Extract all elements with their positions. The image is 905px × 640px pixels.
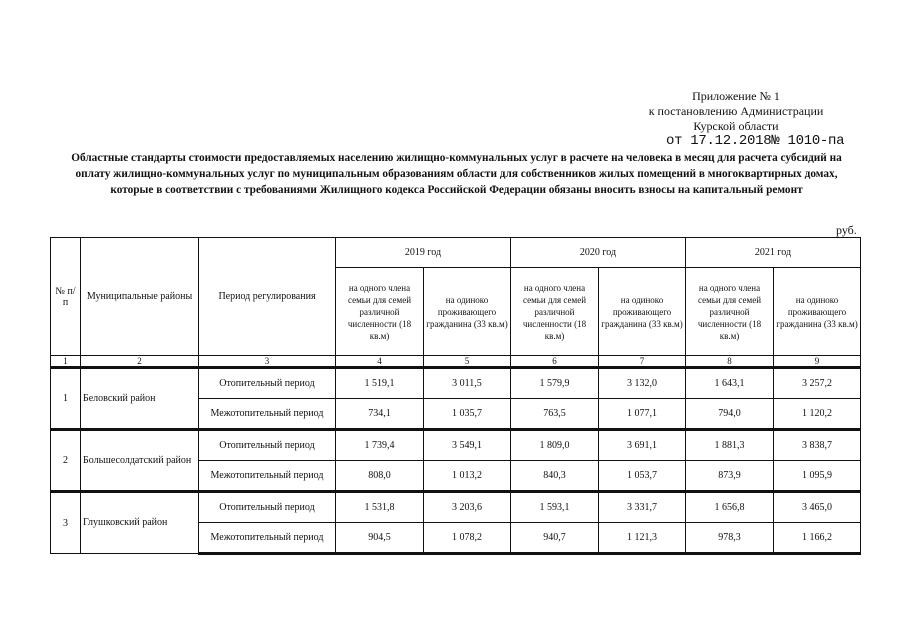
value-cell: 3 203,6 xyxy=(424,492,511,523)
subheader-family: на одного члена семьи для семей различной численности (18 кв.м) xyxy=(686,268,774,356)
currency-unit: руб. xyxy=(836,223,857,237)
subheader-single: на одиноко проживающего гражданина (33 кв.м) xyxy=(424,268,511,356)
column-number: 6 xyxy=(511,356,599,368)
district-name: Большесолдатский район xyxy=(81,430,199,492)
value-cell: 1 739,4 xyxy=(336,430,424,461)
row-number: 3 xyxy=(51,492,81,554)
value-cell: 1 656,8 xyxy=(686,492,774,523)
value-cell: 1 593,1 xyxy=(511,492,599,523)
row-number: 1 xyxy=(51,368,81,430)
value-cell: 873,9 xyxy=(686,461,774,492)
subheader-family: на одного члена семьи для семей различной численности (18 кв.м) xyxy=(336,268,424,356)
value-cell: 1 053,7 xyxy=(599,461,686,492)
table-row xyxy=(51,492,861,523)
column-number-row xyxy=(51,356,861,368)
value-cell: 1 121,3 xyxy=(599,523,686,554)
period-non-heating: Межотопительный период xyxy=(199,523,336,554)
column-number: 3 xyxy=(199,356,336,368)
value-cell: 3 691,1 xyxy=(599,430,686,461)
value-cell: 734,1 xyxy=(336,399,424,430)
value-cell: 1 881,3 xyxy=(686,430,774,461)
value-cell: 3 331,7 xyxy=(599,492,686,523)
header-period: Период регулирования xyxy=(199,238,336,356)
header-year-2019: 2019 год xyxy=(336,238,511,268)
period-heating: Отопительный период xyxy=(199,492,336,523)
document-header xyxy=(616,89,856,149)
row-number: 2 xyxy=(51,430,81,492)
value-cell: 978,3 xyxy=(686,523,774,554)
column-number: 5 xyxy=(424,356,511,368)
value-cell: 1 078,2 xyxy=(424,523,511,554)
value-cell: 1 077,1 xyxy=(599,399,686,430)
value-cell: 904,5 xyxy=(336,523,424,554)
column-number: 9 xyxy=(774,356,861,368)
header-num: № п/п xyxy=(51,238,81,356)
document-title: Областные стандарты стоимости предоставляемых населению жилищно-коммунальных услуг в расчете на человека в месяц для расчета субсидий на оплату жилищно-коммунальных услуг по муниципальным образованиям области для собственников жилых помещений в многоквартирных домах, которые в соответствии с требованиями Жилищного кодекса Российской Федерации обязаны вносить взносы на капитальный ремонт xyxy=(71,152,842,196)
value-cell: 3 465,0 xyxy=(774,492,861,523)
value-cell: 3 549,1 xyxy=(424,430,511,461)
date-number-line: от 17.12.2018№ 1010-па xyxy=(666,133,845,149)
period-non-heating: Межотопительный период xyxy=(199,399,336,430)
value-cell: 1 531,8 xyxy=(336,492,424,523)
subheader-single: на одиноко проживающего гражданина (33 кв.м) xyxy=(599,268,686,356)
value-cell: 1 120,2 xyxy=(774,399,861,430)
subheader-single: на одиноко проживающего гражданина (33 кв.м) xyxy=(774,268,861,356)
table-row xyxy=(51,430,861,461)
value-cell: 794,0 xyxy=(686,399,774,430)
table-header-row xyxy=(51,238,861,268)
value-cell: 1 035,7 xyxy=(424,399,511,430)
header-year-2021: 2021 год xyxy=(686,238,861,268)
column-number: 8 xyxy=(686,356,774,368)
standards-table xyxy=(50,237,861,555)
value-cell: 3 838,7 xyxy=(774,430,861,461)
value-cell: 3 132,0 xyxy=(599,368,686,399)
column-number: 7 xyxy=(599,356,686,368)
value-cell: 1 643,1 xyxy=(686,368,774,399)
value-cell: 840,3 xyxy=(511,461,599,492)
district-name: Беловский район xyxy=(81,368,199,430)
value-cell: 1 809,0 xyxy=(511,430,599,461)
period-heating: Отопительный период xyxy=(199,430,336,461)
region-name: Курской области xyxy=(693,119,779,133)
value-cell: 3 257,2 xyxy=(774,368,861,399)
value-cell: 940,7 xyxy=(511,523,599,554)
period-heating: Отопительный период xyxy=(199,368,336,399)
value-cell: 1 166,2 xyxy=(774,523,861,554)
column-number: 1 xyxy=(51,356,81,368)
header-year-2020: 2020 год xyxy=(511,238,686,268)
value-cell: 1 579,9 xyxy=(511,368,599,399)
value-cell: 1 519,1 xyxy=(336,368,424,399)
value-cell: 763,5 xyxy=(511,399,599,430)
value-cell: 3 011,5 xyxy=(424,368,511,399)
column-number: 2 xyxy=(81,356,199,368)
subheader-family: на одного члена семьи для семей различной численности (18 кв.м) xyxy=(511,268,599,356)
value-cell: 1 013,2 xyxy=(424,461,511,492)
header-district: Муниципальные районы xyxy=(81,238,199,356)
period-non-heating: Межотопительный период xyxy=(199,461,336,492)
appendix-label: Приложение № 1 xyxy=(692,89,780,103)
value-cell: 1 095,9 xyxy=(774,461,861,492)
resolution-ref: к постановлению Администрации xyxy=(648,104,824,118)
value-cell: 808,0 xyxy=(336,461,424,492)
district-name: Глушковский район xyxy=(81,492,199,554)
table-row xyxy=(51,368,861,399)
column-number: 4 xyxy=(336,356,424,368)
